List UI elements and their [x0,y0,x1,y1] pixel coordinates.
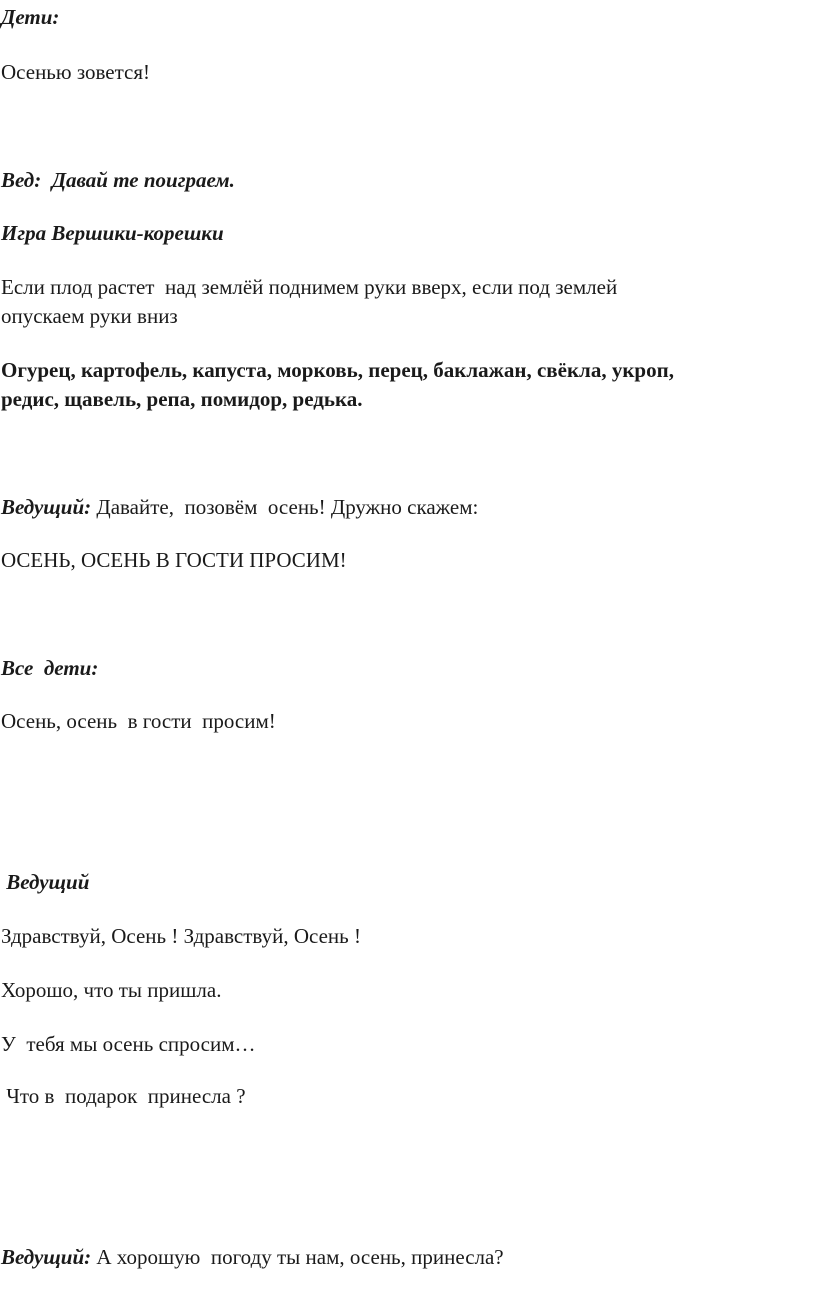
vegetable-list: редис, щавель, репа, помидор, редька. [1,387,363,411]
paragraph: опускаем руки вниз [1,304,178,328]
paragraph: Осенью зовется! [1,60,151,84]
paragraph [1,1245,504,1269]
speaker-label: Ведущий: [1,1245,92,1269]
paragraph [1,495,478,519]
speaker-children: Дети: [1,5,60,29]
paragraph: Здравствуй, Осень ! Здравствуй, Осень ! [1,924,361,948]
speaker-label: Ведущий: [1,495,92,519]
vegetable-list: Огурец, картофель, капуста, морковь, перец, баклажан, свёкла, укроп, [1,358,674,382]
speech-text: А хорошую погоду ты нам, осень, принесла? [91,1245,504,1269]
speaker-host-line: Вед: Давай те поиграем. [1,168,235,192]
paragraph: Если плод растет над землёй поднимем руки вверх, если под землей [1,275,618,299]
paragraph: Что в подарок принесла ? [1,1084,246,1108]
speaker-host: Ведущий [1,870,90,894]
paragraph: У тебя мы осень спросим… [1,1032,256,1056]
paragraph: Осень, осень в гости просим! [1,709,276,733]
paragraph: Хорошо, что ты пришла. [1,978,222,1002]
game-title: Игра Вершики-корешки [1,221,224,245]
paragraph: ОСЕНЬ, ОСЕНЬ В ГОСТИ ПРОСИМ! [1,548,347,572]
speech-text: Давайте, позовём осень! Дружно скажем: [91,495,479,519]
speaker-all-children: Все дети: [1,656,99,680]
